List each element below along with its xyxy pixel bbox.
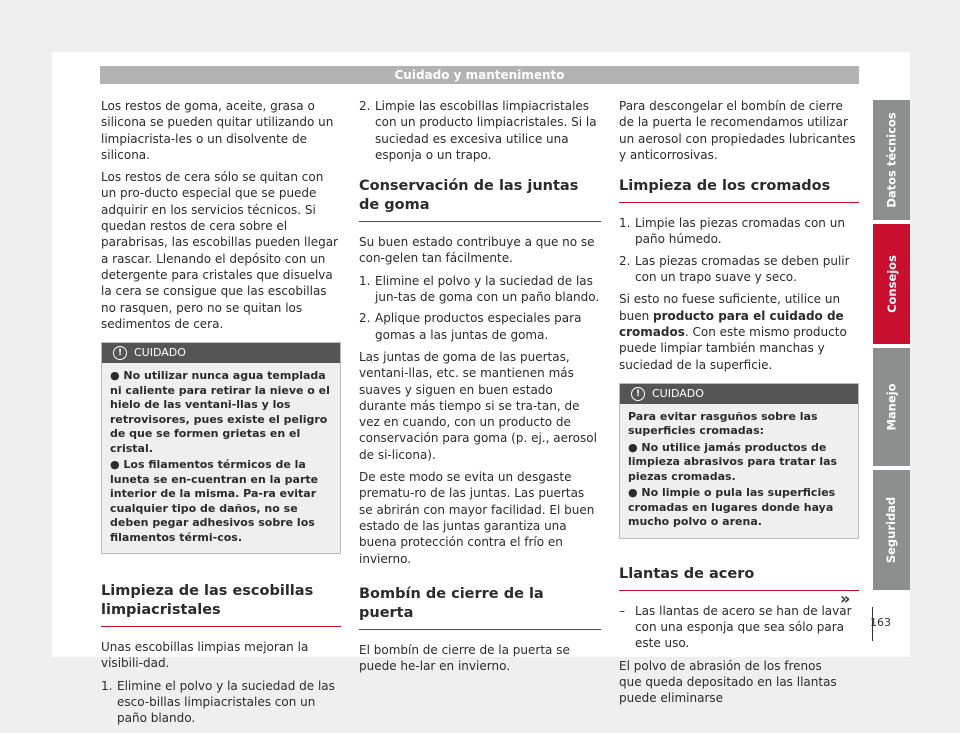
caution-bullet: ● No utilice jamás productos de limpieza abrasivos para tratar las piezas cromadas. [628, 440, 838, 483]
section-heading: Conservación de las juntas de goma [359, 177, 601, 222]
paragraph: El polvo de abrasión de los frenos que queda depositado en las llantas puede eliminarse [619, 658, 837, 706]
tab-manejo[interactable]: Manejo [873, 348, 910, 466]
column-1 [101, 98, 341, 733]
paragraph: Su buen estado contribuye a que no se con-gelen tan fácilmente. [359, 235, 595, 266]
caution-box [101, 342, 341, 554]
dash-list [619, 603, 859, 652]
caution-bullet: ● No limpie o pula las superficies cromadas en lugares donde haya mucho polvo o arena. [628, 486, 836, 529]
column-2 [359, 98, 601, 680]
numbered-list [359, 273, 601, 343]
paragraph: Los restos de goma, aceite, grasa o silicona se pueden quitar utilizando un limpiacrista-les o un disolvente de silicona. [101, 99, 334, 162]
list-item: 2. Limpie las escobillas limpiacristales con un producto limpiacristales. Si la suciedad es excesiva utilice una esponja o un trapo. [359, 99, 597, 162]
paragraph: Unas escobillas limpias mejoran la visibili-dad. [101, 640, 309, 671]
numbered-list [619, 215, 859, 285]
paragraph: Para descongelar el bombín de cierre de la puerta le recomendamos utilizar un aerosol con propiedades lubricantes y anticorrosivas. [619, 99, 856, 162]
caution-title: CUIDADO [134, 346, 186, 360]
list-item: 2. Aplique productos especiales para gomas a las juntas de goma. [359, 311, 582, 342]
paragraph: Si esto no fuese suficiente, utilice un buen producto para el cuidado de cromados. Con este mismo producto puede limpiar también manchas y suciedad de la superficie. [619, 292, 847, 372]
numbered-list [359, 98, 601, 163]
caution-bullet: ● No utilizar nunca agua templada ni caliente para retirar la nieve o el hielo de las ventani-llas y los retrovisores, pues existe el peligro de que se formen grietas en el cristal. [110, 369, 330, 455]
paragraph: Las juntas de goma de las puertas, ventani-llas, etc. se mantienen más suaves y siguen en buen estado durante más tiempo si se tra-tan, de vez en cuando, con un producto de conservación para goma (p. ej., aerosol de si-licona). [359, 349, 597, 462]
caution-box [619, 383, 859, 539]
section-heading: Limpieza de los cromados [619, 177, 859, 203]
list-item: 1. Limpie las piezas cromadas con un paño húmedo. [619, 216, 845, 247]
paragraph: Los restos de cera sólo se quitan con un pro-ducto especial que se puede adquirir en los servicios técnicos. Si quedan restos de cera sobre el parabrisas, las escobillas pueden llegar a rascar. Llenando el depósito con un detergente para cristales que disuelva la cera se consigue que las escobillas no rasquen, pero no se quitan los sedimentos de cera. [101, 170, 338, 331]
tab-consejos[interactable]: Consejos [873, 224, 910, 344]
tab-datos-tecnicos[interactable]: Datos técnicos [873, 100, 910, 220]
list-item: – Las llantas de acero se han de lavar con una esponja que sea sólo para este uso. [619, 603, 852, 651]
list-item: 1. Elimine el polvo y la suciedad de las jun-tas de goma con un paño blando. [359, 273, 600, 305]
caution-bullet: ● Los filamentos térmicos de la luneta se en-cuentran en la parte interior de la misma. Pa-ra evitar cualquier tipo de daños, no se deben pegar adhesivos sobre los filamentos térmi-cos. [110, 458, 319, 544]
paragraph: El bombín de cierre de la puerta se puede he-lar en invierno. [359, 642, 570, 674]
warning-icon: ! [631, 387, 645, 401]
section-heading: Limpieza de las escobillas limpiacristales [101, 582, 341, 627]
list-item: 1. Elimine el polvo y la suciedad de las esco-billas limpiacristales con un paño blando. [101, 678, 335, 726]
caution-title: CUIDADO [652, 386, 704, 400]
section-heading: Bombín de cierre de la puerta [359, 585, 601, 630]
caution-intro: Para evitar rasguños sobre las superficies cromadas: [628, 409, 818, 438]
column-3 [619, 98, 859, 713]
tab-seguridad[interactable]: Seguridad [873, 470, 910, 590]
section-heading: Llantas de acero [619, 565, 859, 591]
page-number: 163 [870, 616, 891, 629]
continued-icon: » [840, 589, 851, 608]
warning-icon: ! [113, 346, 127, 360]
numbered-list [101, 678, 341, 727]
page-header: Cuidado y mantenimento [100, 66, 859, 84]
paragraph: De este modo se evita un desgaste prematu-ro de las juntas. Las puertas se abrirán con mayor facilidad. El buen estado de las juntas garantiza una buena protección contra el frío en invierno. [359, 470, 595, 566]
list-item: 2. Las piezas cromadas se deben pulir con un trapo suave y seco. [619, 253, 850, 285]
